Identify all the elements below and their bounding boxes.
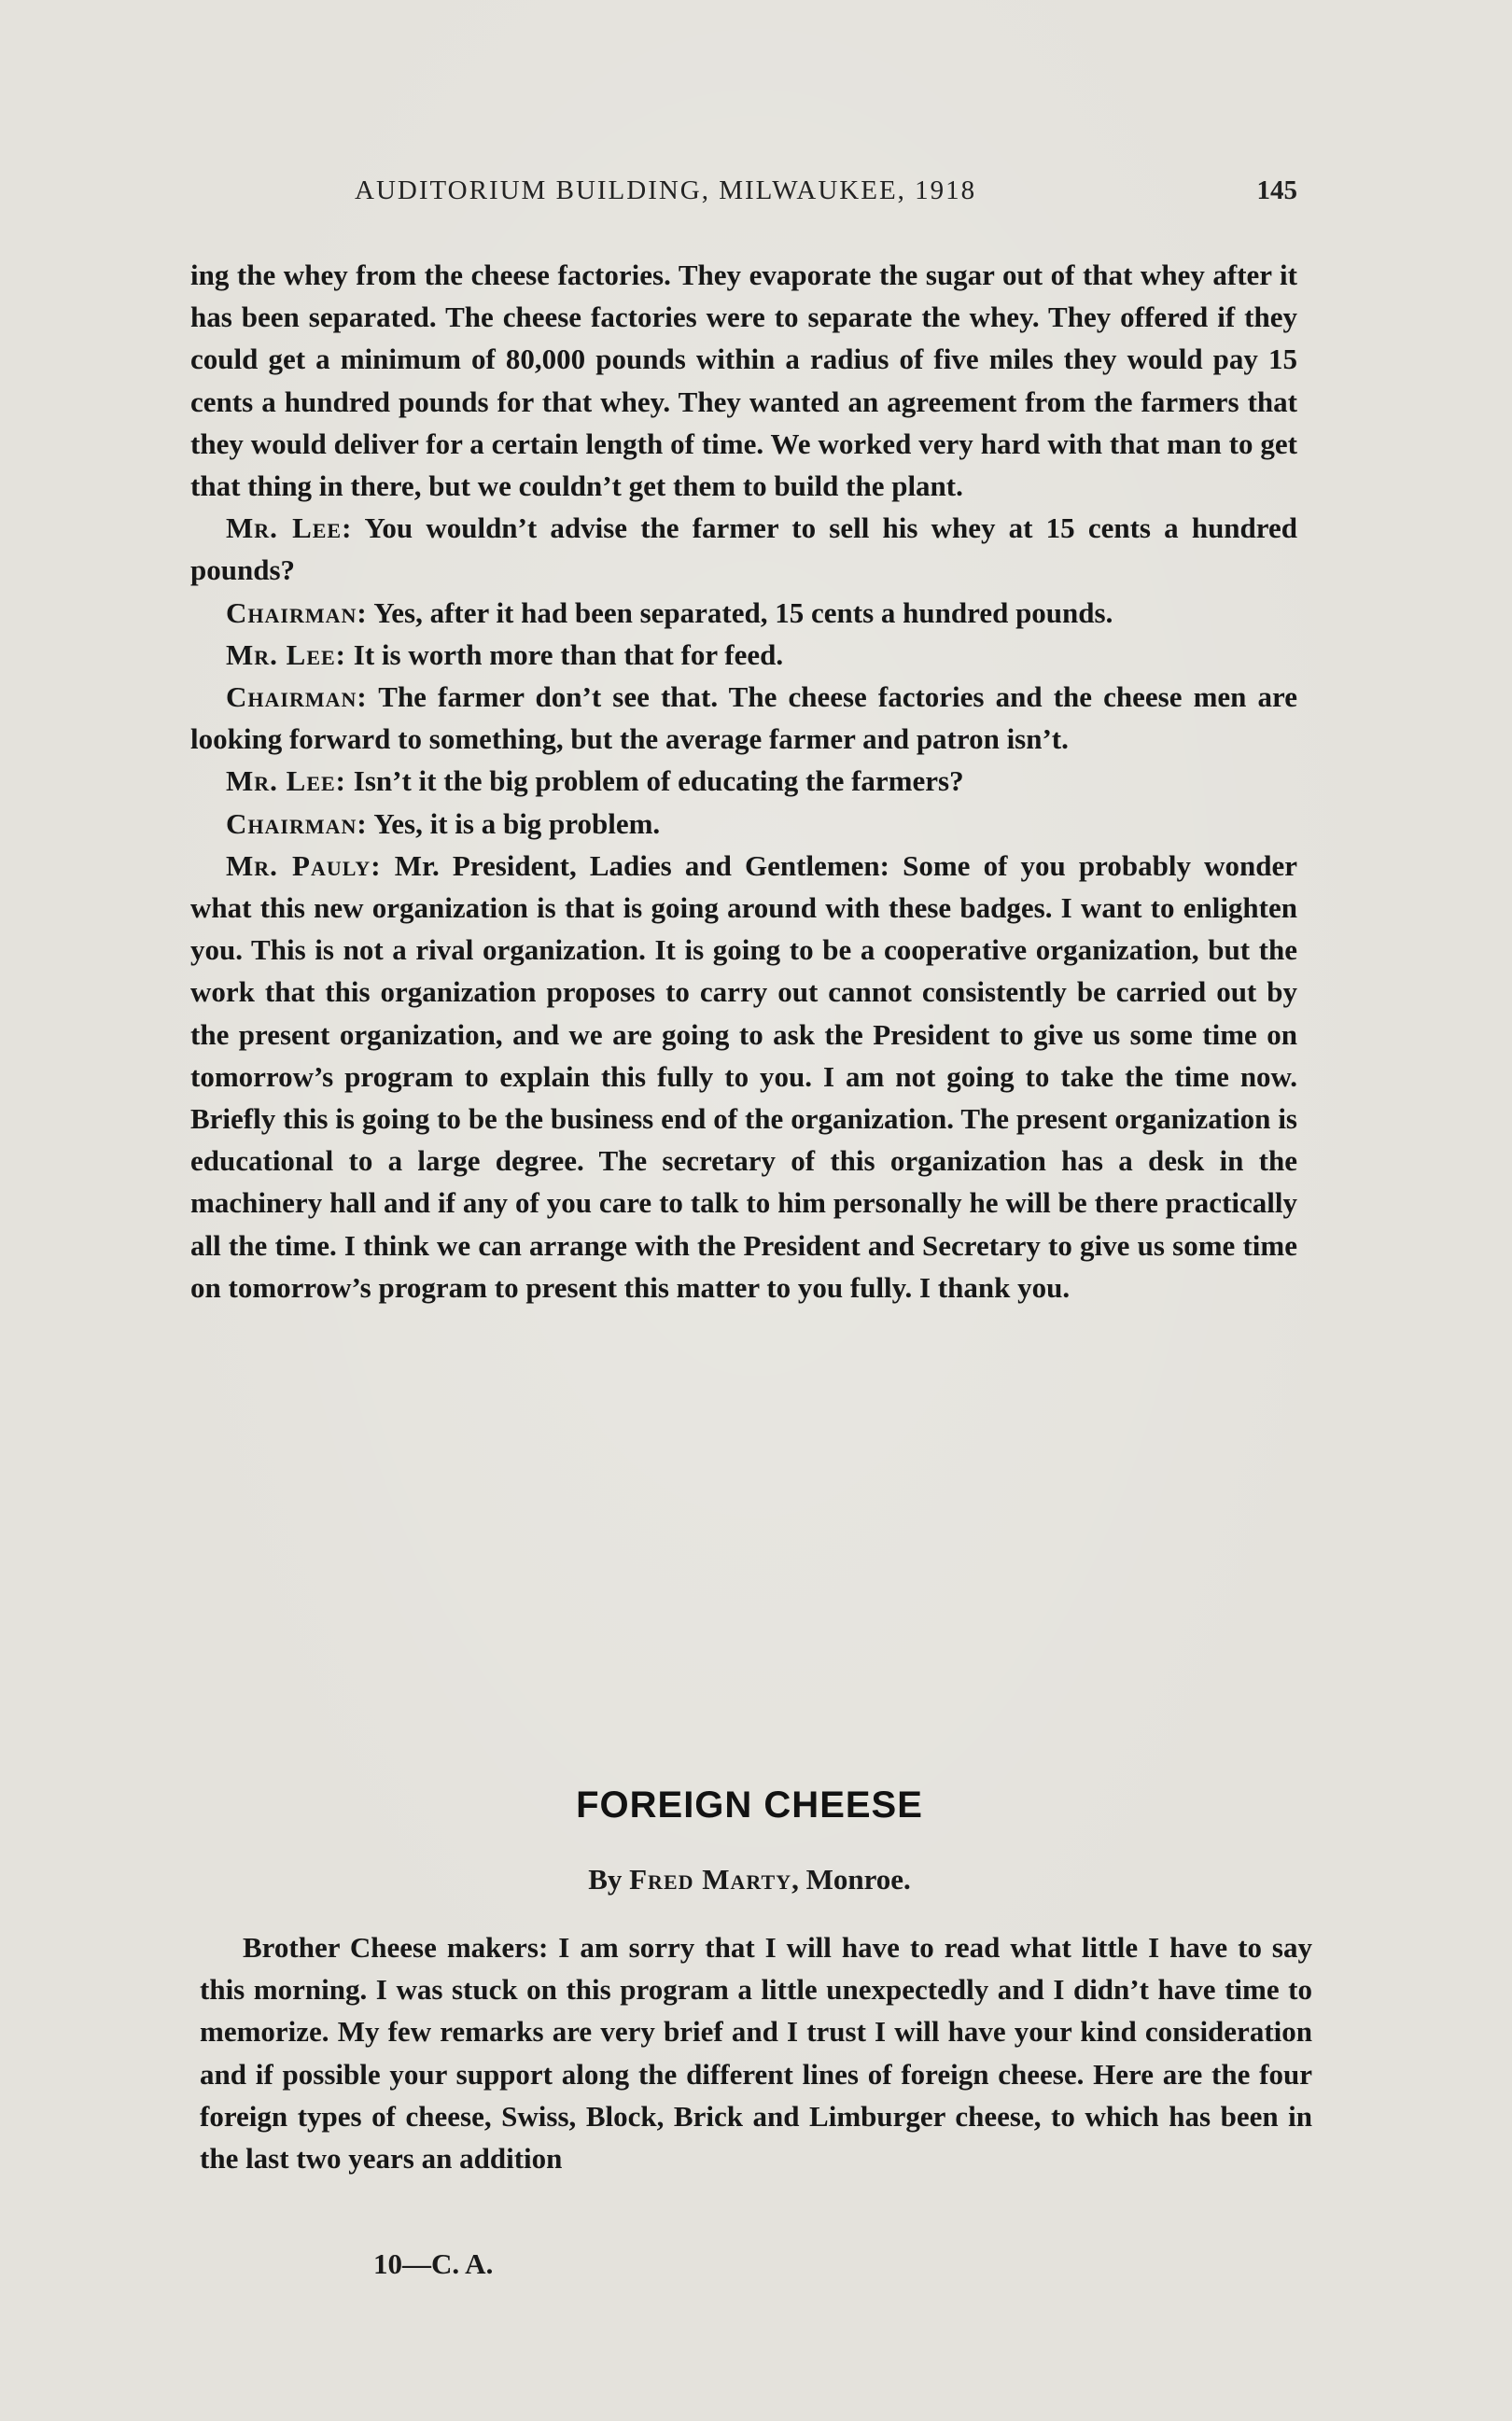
paragraph-text: Mr. President, Ladies and Gentlemen: Some of you probably wonder what this new organization is that is going around with these badges. I want to enlighten you. This is not a rival organization. It is going to be a cooperative organization, but the work that this organization proposes to carry out cannot consistently be carried out by the present organization, and we are going to ask the President to give us some time on tomorrow’s program to explain this fully to you. I am not going to take the time now. Briefly this is going to be the business end of the organization. The present organization is educational to a large degree. The secretary of this organization has a desk in the machinery hall and if any of you care to talk to him personally he will be there practically all the time. I think we can arrange with the President and Secretary to give us some time on tomorrow’s program to present this matter to you fully. I thank you. — [190, 848, 1298, 1304]
paragraph — [190, 676, 1297, 760]
paragraph-text: Yes, after it had been separated, 15 cents a hundred pounds. — [373, 595, 1113, 629]
section-title: FOREIGN CHEESE — [576, 1784, 923, 1826]
paragraph — [190, 845, 1297, 1308]
paragraph-text: Yes, it is a big problem. — [373, 806, 661, 840]
author-location: , Monroe. — [791, 1863, 911, 1896]
speaker-label: Mr. Lee: — [226, 764, 346, 798]
running-head — [196, 175, 1297, 213]
section-body — [200, 1926, 1312, 2179]
paragraph — [190, 803, 1297, 845]
byline — [196, 1863, 1303, 1896]
speaker-label: Chairman: — [226, 595, 368, 629]
speaker-label: Chairman: — [226, 806, 368, 840]
running-title: AUDITORIUM BUILDING, MILWAUKEE, 1918 — [355, 175, 977, 205]
speaker-label: Mr. Pauly: — [226, 848, 382, 882]
discussion-body — [190, 254, 1297, 1308]
speaker-label: Mr. Lee: — [226, 637, 346, 671]
speaker-label: Mr. Lee: — [226, 511, 353, 545]
paragraph: Brother Cheese makers: I am sorry that I will have to read what little I have to say this morning. I was stuck on this program a little unexpectedly and I didn’t have time to memorize. My few remarks are very brief and I trust I will have your kind consideration and if possible your support along the different lines of foreign cheese. Here are the four foreign types of cheese, Swiss, Block, Brick and Limburger cheese, to which has been in the last two years an addition — [200, 1931, 1312, 2176]
paragraph — [190, 254, 1297, 507]
paragraph — [190, 507, 1297, 591]
paragraph — [190, 760, 1297, 802]
byline-prefix: By — [588, 1863, 623, 1896]
paragraph — [190, 592, 1297, 634]
paragraph-text: You wouldn’t advise the farmer to sell his whey at 15 cents a hundred pounds? — [190, 511, 1297, 587]
paragraph-text: Isn’t it the big problem of educating the farmers? — [353, 764, 964, 798]
paragraph-text: It is worth more than that for feed. — [353, 637, 784, 671]
paragraph — [190, 634, 1297, 676]
speaker-label: Chairman: — [226, 680, 368, 714]
page-number: 145 — [1256, 175, 1297, 205]
author-name: Fred Marty — [629, 1863, 792, 1896]
signature-mark: 10—C. A. — [373, 2247, 494, 2280]
paragraph-text: ing the whey from the cheese factories. They evaporate the sugar out of that whey after it has been separated. The cheese factories were to separate the whey. They offered if they could get a minimum of 80,000 pounds within a radius of five miles they would pay 15 cents a hundred pounds for that whey. They wanted an agreement from the farmers that they would deliver for a certain length of time. We worked very hard with that man to get that thing in there, but we couldn’t get them to build the plant. — [190, 259, 1297, 503]
paragraph-text: The farmer don’t see that. The cheese factories and the cheese men are looking forward to something, but the average farmer and patron isn’t. — [190, 680, 1297, 756]
